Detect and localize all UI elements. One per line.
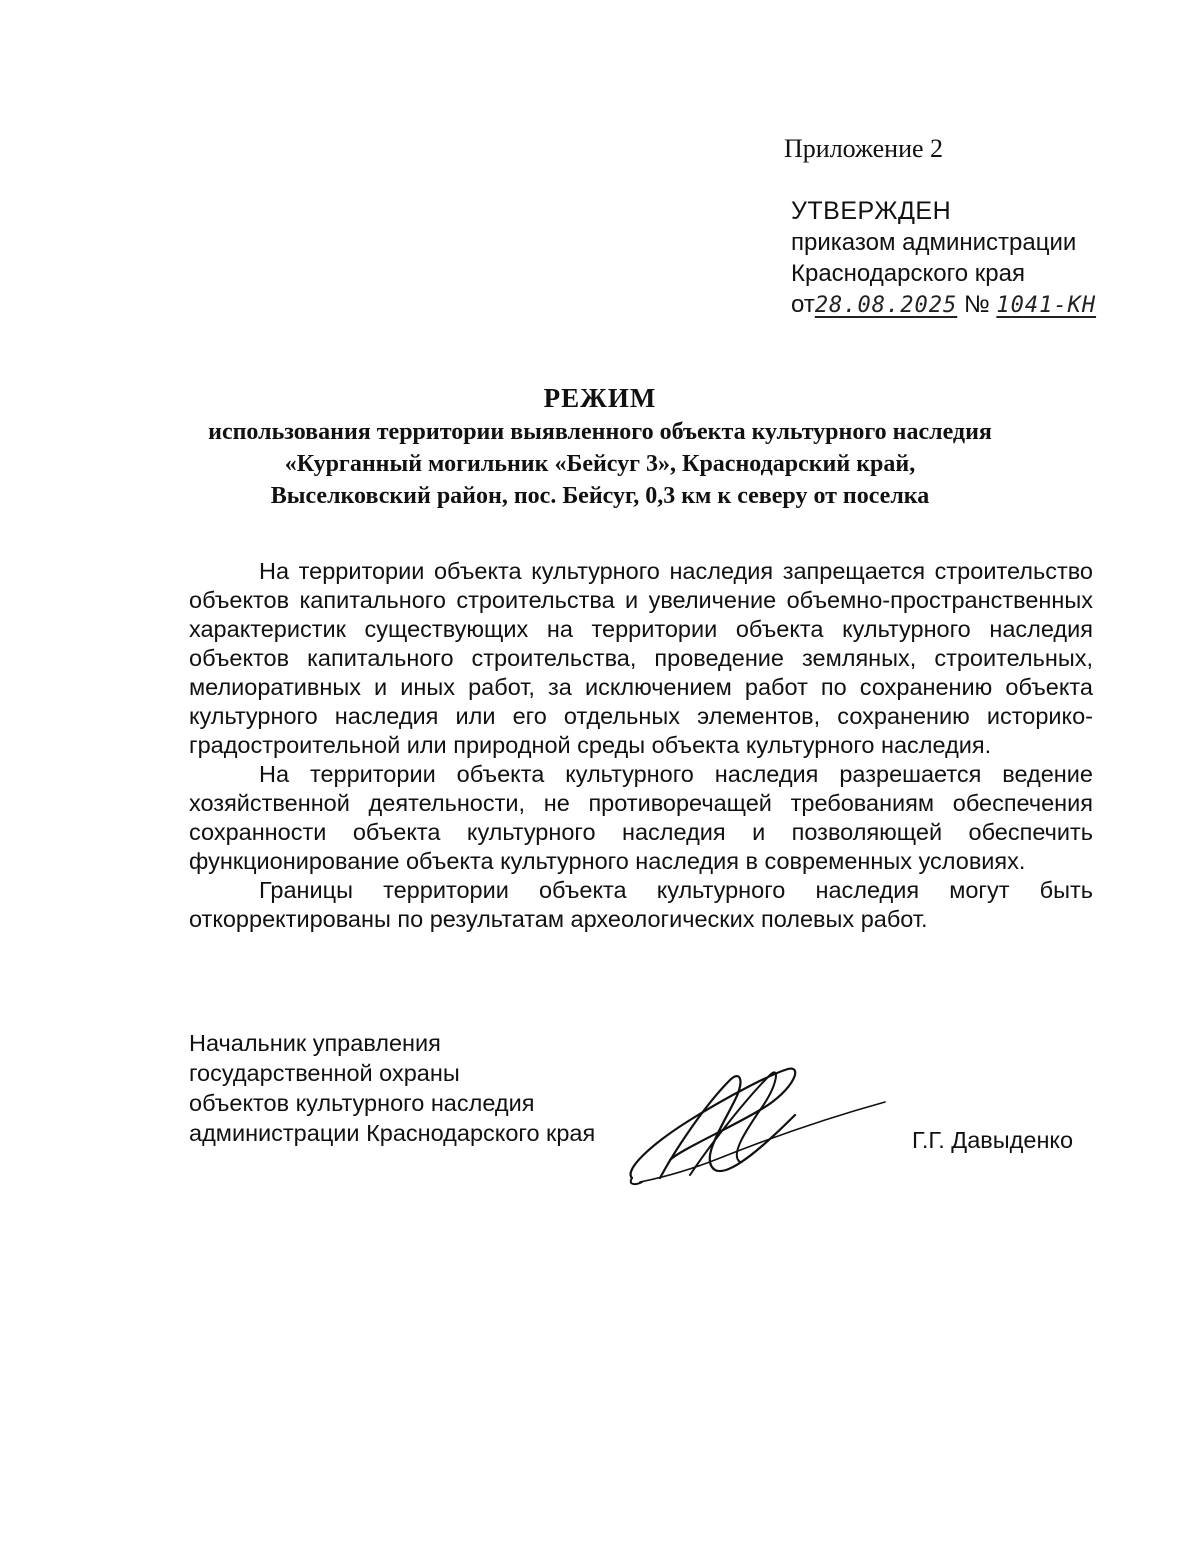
paragraph-prohibitions: На территории объекта культурного наследия запрещается строительство объектов капитального строительства и увеличение объемно-пространственных характеристик существующих на территории объекта культурного наследия объектов капитального строительства, проведение земляных, строительных, мелиоративных и иных работ, за исключением работ по сохранению объекта культурного наследия или его отдельных элементов, сохранению историко-градостроительной или природной среды объекта культурного наследия. — [189, 558, 1093, 758]
approved-label: УТВЕРЖДЕН — [791, 197, 952, 225]
signer-position — [189, 1028, 595, 1148]
title-line-1: использования территории выявленного объекта культурного наследия — [208, 419, 992, 445]
number-prefix: № — [963, 291, 990, 318]
signer-position-line-4: администрации Краснодарского края — [189, 1120, 596, 1146]
title-main: РЕЖИМ — [543, 383, 657, 413]
date-prefix: от — [791, 291, 815, 318]
signer-name: Г.Г. Давыденко — [912, 1127, 1074, 1153]
signer-position-line-1: Начальник управления — [189, 1030, 441, 1056]
approved-by-line-1: приказом администрации — [791, 229, 1077, 256]
appendix-label: Приложение 2 — [784, 134, 944, 163]
document-body — [189, 557, 1093, 934]
approval-date-number-line — [791, 289, 1096, 321]
approved-by-line-2: Краснодарского края — [791, 260, 1025, 287]
title-line-3: Выселковский район, пос. Бейсуг, 0,3 км к северу от поселка — [270, 483, 930, 509]
handwritten-signature — [620, 1050, 890, 1190]
document-title — [150, 381, 1050, 511]
handwritten-number: 1041-КН — [996, 293, 1097, 318]
paragraph-boundaries: Границы территории объекта культурного наследия могут быть откорректированы по результатам археологических полевых работ. — [189, 877, 1093, 932]
signer-position-line-3: объектов культурного наследия — [189, 1090, 535, 1116]
paragraph-permissions: На территории объекта культурного наследия разрешается ведение хозяйственной деятельности, не противоречащей требованиям обеспечения сохранности объекта культурного наследия и позволяющей обеспечить функционирование объекта культурного наследия в современных условиях. — [189, 761, 1093, 874]
handwritten-date: 28.08.2025 — [814, 293, 958, 318]
signer-position-line-2: государственной охраны — [189, 1060, 460, 1086]
approval-stamp — [791, 196, 1096, 321]
title-line-2: «Курганный могильник «Бейсуг 3», Краснодарский край, — [284, 451, 916, 477]
